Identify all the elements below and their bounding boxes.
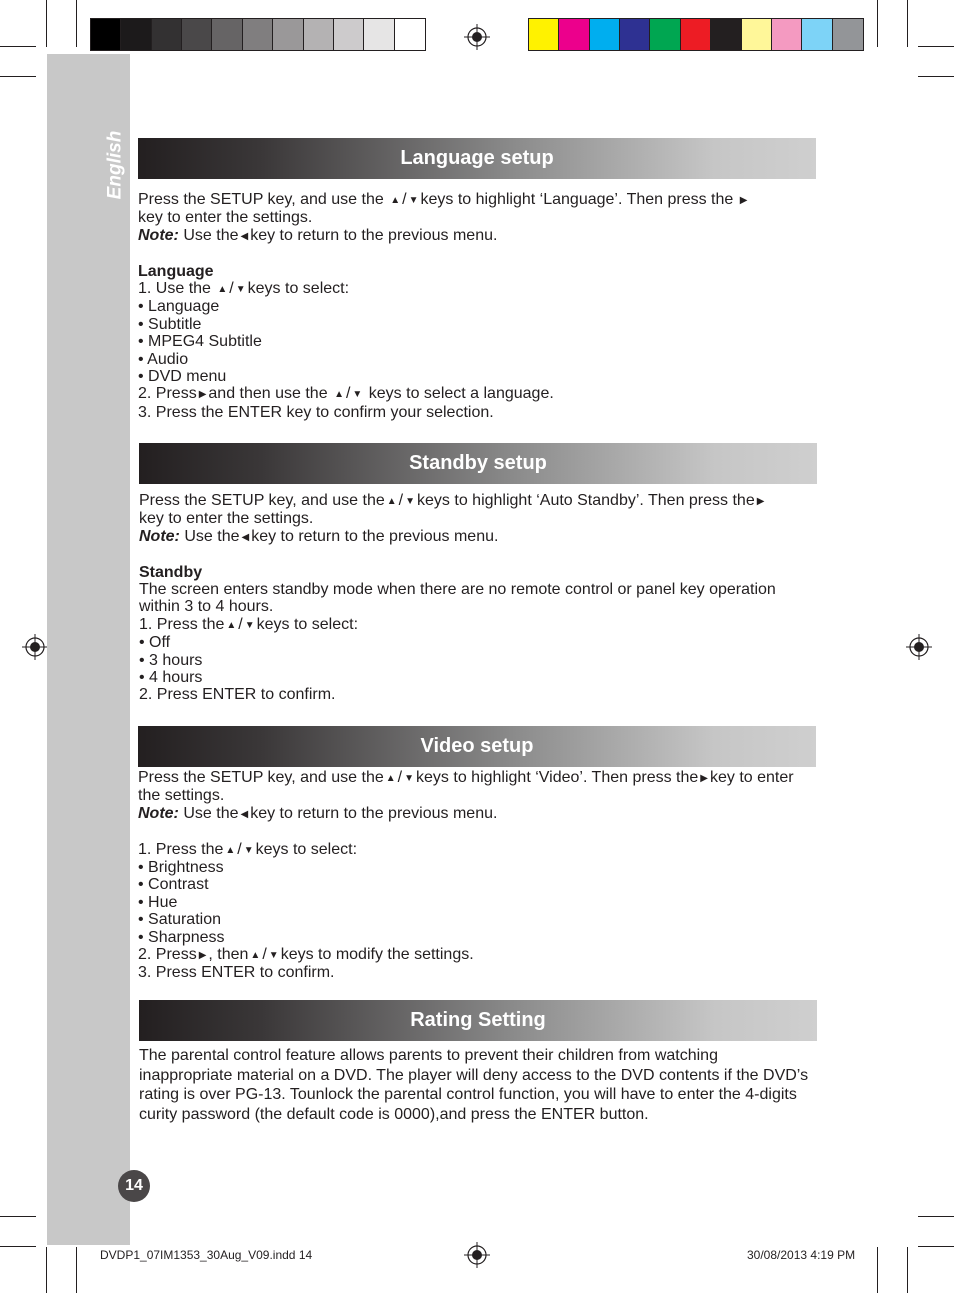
list-item: • 4 hours: [139, 669, 203, 687]
up-arrow-icon: ▲: [217, 284, 228, 296]
list-item: • DVD menu: [138, 368, 227, 386]
crop-mark: [907, 0, 908, 47]
step-2: [138, 946, 820, 964]
video-setup-body: [138, 769, 820, 982]
down-arrow-icon: ▼: [404, 773, 415, 784]
text: keys to highlight ‘Auto Standby’. Then press the: [417, 492, 755, 509]
intro-paragraph: [138, 191, 818, 227]
note-label: Note:: [138, 226, 179, 244]
text: 1. Press the: [138, 840, 224, 858]
note-label: Note:: [139, 527, 180, 545]
color-swatch: [802, 19, 832, 50]
crop-mark: [0, 76, 36, 77]
note-line: [139, 528, 823, 546]
text: Press the SETUP key, and use the: [139, 492, 385, 509]
color-swatch: [243, 19, 273, 50]
text: keys to highlight ‘Language’. Then press the: [420, 191, 734, 208]
step-1: [138, 280, 818, 298]
text: /: [345, 385, 351, 403]
note-label: Note:: [138, 804, 179, 822]
up-arrow-icon: ▲: [386, 496, 397, 507]
text: 2. Press: [138, 946, 197, 964]
text: key to enter the settings.: [138, 769, 794, 805]
color-swatch: [152, 19, 182, 50]
up-arrow-icon: ▲: [334, 389, 344, 401]
process-color-bar: [528, 18, 864, 51]
list-item: • 3 hours: [139, 651, 203, 669]
up-arrow-icon: ▲: [250, 950, 261, 962]
left-arrow-icon: ◀: [240, 230, 249, 242]
page-number-text: 14: [125, 1177, 143, 1194]
subheading: Language: [138, 262, 214, 280]
color-swatch: [772, 19, 802, 50]
list-item: • Language: [138, 298, 220, 316]
crop-mark: [918, 76, 954, 77]
color-swatch: [273, 19, 303, 50]
list-item: • Subtitle: [138, 315, 202, 333]
right-arrow-icon: ▶: [198, 389, 207, 401]
text: keys to select a language.: [368, 385, 554, 403]
rating-setting-body: The parental control feature allows parents to prevent their children from watching inappropriate material on a DVD. The player will deny access to the DVD contents if the DVD’s rating is over PG-13. Tounlock the parental control function, you will have to enter the 4-digits curity password (the default code is 0000),and press the ENTER button.: [139, 1047, 809, 1124]
color-swatch: [559, 19, 589, 50]
step-2: [138, 385, 818, 403]
page-number: [118, 1170, 150, 1202]
language-setup-body: [138, 191, 818, 421]
list-item: • Brightness: [138, 859, 224, 877]
crop-mark: [918, 1216, 954, 1217]
description: The screen enters standby mode when there are no remote control or panel key operation within 3 to 4 hours.: [139, 581, 776, 616]
slug-datetime: 30/08/2013 4:19 PM: [747, 1248, 856, 1262]
text: key to enter the settings.: [139, 510, 314, 528]
down-arrow-icon: ▼: [408, 195, 419, 206]
color-swatch: [334, 19, 364, 50]
section-title: Video setup: [420, 735, 534, 757]
color-swatch: [364, 19, 394, 50]
text: key to return to the previous menu.: [250, 226, 498, 244]
registration-mark-icon: [464, 24, 490, 50]
crop-mark: [0, 1246, 36, 1247]
color-swatch: [742, 19, 772, 50]
down-arrow-icon: ▼: [235, 284, 246, 296]
left-arrow-icon: ◀: [241, 531, 250, 543]
color-swatch: [620, 19, 650, 50]
text: 2. Press: [138, 385, 197, 403]
color-swatch: [91, 19, 121, 50]
crop-mark: [907, 1247, 908, 1293]
crop-mark: [877, 0, 878, 47]
step-1: [138, 841, 820, 859]
crop-mark: [76, 1247, 77, 1293]
text: /: [262, 946, 267, 964]
crop-mark: [0, 46, 36, 47]
text: keys to select:: [247, 280, 350, 298]
list-item: • Saturation: [138, 911, 221, 929]
registration-mark-icon: [906, 634, 932, 660]
text: 1. Press the: [139, 615, 225, 633]
note-line: [138, 227, 818, 245]
text: Use the: [184, 527, 240, 545]
standby-setup-header: [139, 443, 817, 484]
crop-mark: [46, 0, 47, 47]
up-arrow-icon: ▲: [390, 195, 401, 206]
color-swatch: [304, 19, 334, 50]
crop-mark: [918, 1246, 954, 1247]
list-item: • MPEG4 Subtitle: [138, 333, 262, 351]
down-arrow-icon: ▼: [243, 844, 254, 856]
text: /: [229, 280, 234, 298]
text: key to return to the previous menu.: [251, 527, 499, 545]
right-arrow-icon: ▶: [739, 195, 748, 206]
down-arrow-icon: ▼: [268, 950, 279, 962]
text: 1. Use the: [138, 280, 211, 298]
text: Press the SETUP key, and use the: [138, 769, 384, 786]
color-swatch: [833, 19, 863, 50]
subheading: Standby: [139, 563, 203, 581]
section-title: Rating Setting: [410, 1009, 546, 1031]
registration-mark-icon: [22, 634, 48, 660]
step-3: 3. Press ENTER to confirm.: [138, 964, 335, 982]
list-item: • Audio: [138, 350, 189, 368]
text: /: [402, 191, 407, 208]
text: Use the: [183, 804, 239, 822]
list-item: • Sharpness: [138, 928, 225, 946]
down-arrow-icon: ▼: [405, 496, 416, 507]
right-arrow-icon: ▶: [756, 496, 765, 507]
text: /: [238, 615, 243, 633]
video-setup-header: [138, 726, 816, 767]
down-arrow-icon: ▼: [244, 619, 255, 631]
side-strip: [47, 54, 130, 1245]
color-swatch: [182, 19, 212, 50]
crop-mark: [46, 1247, 47, 1293]
intro-paragraph: [138, 769, 820, 805]
color-swatch: [121, 19, 151, 50]
up-arrow-icon: ▲: [226, 619, 237, 631]
color-swatch: [529, 19, 559, 50]
text: , then: [208, 946, 249, 964]
crop-mark: [76, 0, 77, 47]
text: /: [237, 840, 242, 858]
color-swatch: [650, 19, 680, 50]
left-arrow-icon: ◀: [240, 808, 249, 820]
step-3: 3. Press the ENTER key to confirm your selection.: [138, 403, 494, 421]
section-title: Standby setup: [409, 452, 547, 474]
right-arrow-icon: ▶: [198, 950, 207, 962]
note-line: [138, 805, 820, 823]
language-tab-label: English: [104, 130, 125, 199]
intro-paragraph: [139, 492, 823, 528]
text: keys to select:: [256, 615, 359, 633]
language-setup-header: [138, 138, 816, 179]
text: /: [398, 492, 404, 509]
right-arrow-icon: ▶: [700, 773, 708, 784]
text: Press the SETUP key, and use the: [138, 191, 384, 208]
slug-filename: DVDP1_07IM1353_30Aug_V09.indd 14: [100, 1248, 313, 1262]
text: keys to modify the settings.: [280, 946, 474, 964]
list-item: • Contrast: [138, 876, 209, 894]
crop-mark: [0, 1216, 36, 1217]
registration-mark-icon: [464, 1242, 490, 1268]
step-1: [139, 616, 823, 634]
crop-mark: [918, 46, 954, 47]
text: keys to highlight ‘Video’. Then press the: [416, 769, 699, 786]
text: keys to select:: [255, 840, 358, 858]
color-swatch: [681, 19, 711, 50]
text: /: [397, 769, 403, 786]
color-swatch: [212, 19, 242, 50]
color-swatch: [711, 19, 741, 50]
standby-setup-body: [139, 492, 823, 704]
section-title: Language setup: [400, 147, 554, 169]
down-arrow-icon: ▼: [352, 389, 363, 401]
rating-setting-header: [139, 1000, 817, 1041]
crop-mark: [877, 1247, 878, 1293]
text: key to return to the previous menu.: [250, 804, 498, 822]
step-2: 2. Press ENTER to confirm.: [139, 686, 336, 704]
text: Use the: [183, 226, 239, 244]
color-swatch: [590, 19, 620, 50]
list-item: • Off: [139, 634, 171, 652]
up-arrow-icon: ▲: [225, 844, 236, 856]
language-tab: [100, 127, 130, 202]
color-swatch: [395, 19, 425, 50]
text: key to enter the settings.: [138, 209, 313, 227]
grayscale-color-bar: [90, 18, 426, 51]
text: and then use the: [208, 385, 328, 403]
up-arrow-icon: ▲: [385, 773, 396, 784]
list-item: • Hue: [138, 893, 178, 911]
